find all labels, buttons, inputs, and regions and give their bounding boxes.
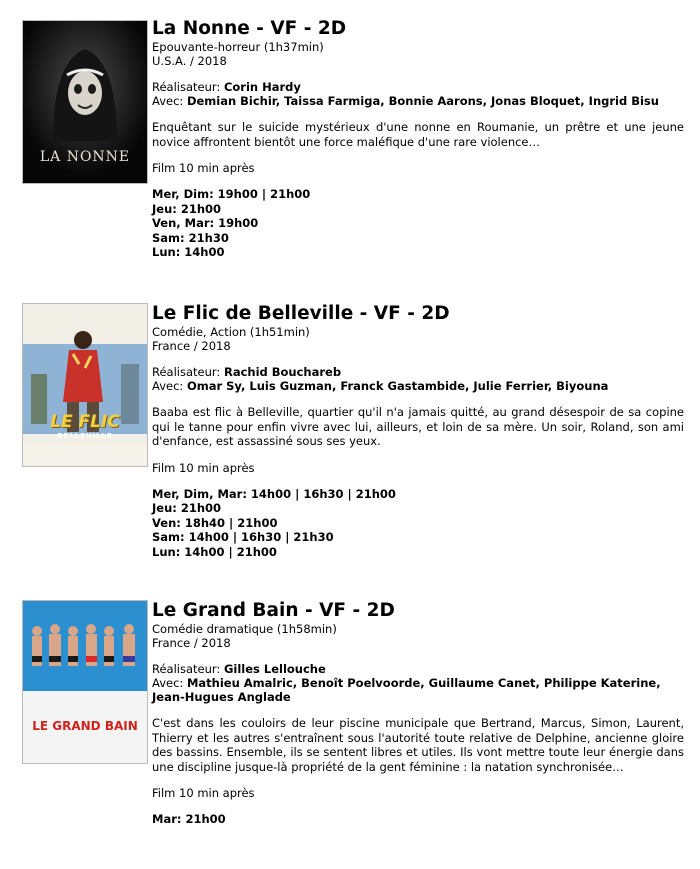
showtimes [152,812,684,827]
showtime-row: Lun: 14h00 | 21h00 [152,544,277,559]
showtime-row: Jeu: 21h00 [152,501,222,515]
movie-poster[interactable] [22,303,148,467]
cast-names: Mathieu Amalric, Benoît Poelvoorde, Guillaume Canet, Philippe Katerine, Jean-Hugues Anglade [152,676,661,704]
movie-info [152,303,684,559]
movie-poster[interactable] [22,600,148,764]
poster-subtitle: BELLEVILLE [57,432,113,440]
movie-after-note: Film 10 min après [152,161,255,175]
showtime-row: Jeu: 21h00 [152,201,222,216]
movie-origin: U.S.A. / 2018 [152,54,227,68]
cast-line [152,676,684,704]
movie-title[interactable]: La Nonne - VF - 2D [152,18,347,39]
movie-origin: France / 2018 [152,636,231,650]
showtime-row: Ven: 18h40 | 21h00 [152,515,278,530]
director-line [152,365,684,379]
showtime-row: Sam: 14h00 | 16h30 | 21h30 [152,530,334,544]
movie-origin: France / 2018 [152,339,231,353]
cast-line [152,379,684,393]
movie-genre: Epouvante-horreur (1h37min) [152,40,324,54]
movie-synopsis: C'est dans les couloirs de leur piscine municipale que Bertrand, Marcus, Simon, Laurent, Thierry et les autres s'entraînent sous l'autorité toute relative de Delphine, ancienne gloire des bassins. Ensemble, ils se sentent libres et utiles. Ils vont mettre toute leur énergie dans une discipline jusque-là propriété de la gent féminine : la natation synchronisée… [152,716,684,774]
showtime-row: Mer, Dim: 19h00 | 21h00 [152,187,311,201]
director-label: Réalisateur: [152,80,224,94]
director-line [152,662,684,676]
movie-genre: Comédie, Action (1h51min) [152,325,310,339]
movie-info [152,600,684,827]
showtimes [152,487,684,560]
movie-genre: Comédie dramatique (1h58min) [152,622,337,636]
movie-title[interactable]: Le Flic de Belleville - VF - 2D [152,303,450,324]
movie-synopsis: Enquêtant sur le suicide mystérieux d'une nonne en Roumanie, un prêtre et une jeune novice affrontent bientôt une force maléfique d'une rare violence… [152,120,684,149]
movie-info [152,18,684,260]
cast-label: Avec: [152,379,187,393]
showtime-row: Sam: 21h30 [152,230,229,245]
showtime-row: Mer, Dim, Mar: 14h00 | 16h30 | 21h00 [152,486,396,501]
movie-after-note: Film 10 min après [152,460,255,475]
showtime-row: Ven, Mar: 19h00 [152,216,259,230]
cast-label: Avec: [152,94,187,108]
cast-label: Avec: [152,676,187,690]
cast-names: Omar Sy, Luis Guzman, Franck Gastambide, Julie Ferrier, Biyouna [186,379,609,393]
movie-poster[interactable] [22,20,148,184]
movie-after-note: Film 10 min après [152,786,255,800]
director-name: Corin Hardy [223,80,301,94]
showtime-row: Lun: 14h00 [152,245,225,259]
director-label: Réalisateur: [152,365,224,379]
director-name: Gilles Lellouche [223,662,326,676]
director-label: Réalisateur: [152,662,224,676]
showtime-row: Mar: 21h00 [152,812,226,826]
cast-names: Demian Bichir, Taissa Farmiga, Bonnie Aarons, Jonas Bloquet, Ingrid Bisu [186,94,659,108]
poster-title: LA NONNE [39,149,131,165]
poster-title: LE FLIC [50,412,120,432]
poster-title: LE GRAND BAIN [32,719,138,733]
cast-line [152,94,684,108]
showtimes [152,187,684,260]
movie-title[interactable]: Le Grand Bain - VF - 2D [152,600,395,621]
director-line [152,80,684,94]
movie-synopsis: Baaba est flic à Belleville, quartier qu'il n'a jamais quitté, au grand désespoir de sa copine qui le tanne pour enfin vivre avec lui, ailleurs, et loin de sa mère. Un soir, Roland, son ami d'enfance, est assassiné sous ses yeux. [152,405,684,448]
director-name: Rachid Bouchareb [223,365,342,379]
